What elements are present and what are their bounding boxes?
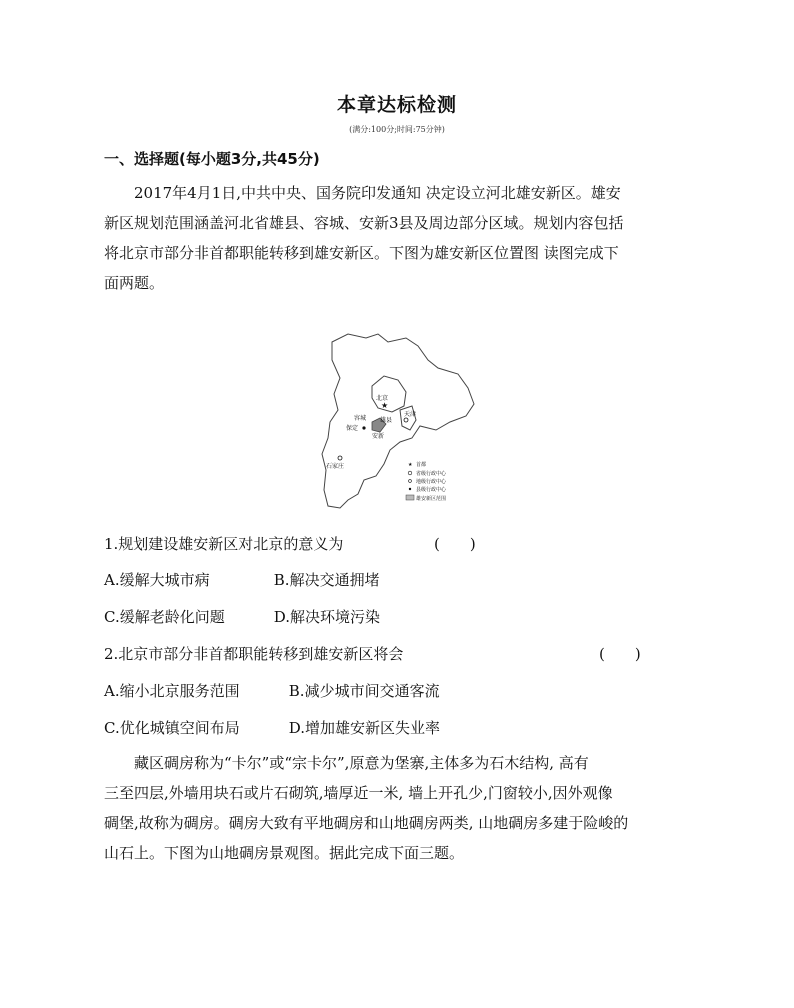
passage-line: 藏区碉房称为“卡尔”或“宗卡尔”,原意为堡寨,主体多为石木结构, 高有 <box>134 754 589 772</box>
beijing-star-icon: ★ <box>381 401 389 410</box>
map-label-tianjin: 天津 <box>404 411 417 418</box>
hebei-outline <box>322 334 474 508</box>
page-title: 本章达标检测 <box>336 94 457 116</box>
option-1d: D.解决环境污染 <box>273 608 381 626</box>
question-1-text: 1.规划建设雄安新区对北京的意义为 <box>104 535 344 553</box>
legend-province-icon <box>408 471 412 475</box>
passage-xiongan <box>104 178 686 298</box>
option-1b: B.解决交通拥堵 <box>273 571 380 589</box>
legend-capital-icon: ★ <box>408 462 413 468</box>
passage-line: 三至四层,外墙用块石或片石砌筑,墙厚近一米, 墙上开孔少,门窗较小,因外观像 <box>104 784 613 802</box>
map-label-beijing: 北京 <box>376 395 389 402</box>
map-svg <box>318 330 478 520</box>
legend-label-capital: 首都 <box>416 462 427 468</box>
question-2-answer-paren: ( ) <box>599 645 641 663</box>
map-label-xiongxian: 雄县 <box>380 417 393 424</box>
section-heading: 一、选择题(每小题3分,共45分) <box>104 150 320 168</box>
map-label-rongcheng: 容城 <box>354 415 367 422</box>
question-1-stem <box>104 532 644 556</box>
legend-label-county: 县级行政中心 <box>416 487 447 493</box>
legend-label-xiongan: 雄安新区范围 <box>416 496 447 502</box>
legend-label-province: 省级行政中心 <box>416 471 447 477</box>
page-subtitle: (满分:100分;时间:75分钟) <box>349 125 445 134</box>
question-1-options-row <box>104 605 644 629</box>
question-2-options-row <box>104 716 644 740</box>
option-2a: A.缩小北京服务范围 <box>104 682 240 700</box>
question-2-options-row <box>104 679 644 703</box>
question-1-answer-paren: ( ) <box>434 535 476 553</box>
passage-line: 碉堡,故称为碉房。碉房大致有平地碉房和山地碉房两类, 山地碉房多建于险峻的 <box>104 814 629 832</box>
baoding-marker-icon <box>362 426 365 429</box>
option-2b: B.减少城市间交通客流 <box>288 682 440 700</box>
passage-line: 2017年4月1日,中共中央、国务院印发通知 决定设立河北雄安新区。雄安 <box>134 184 621 202</box>
option-2d: D.增加雄安新区失业率 <box>288 719 441 737</box>
legend-prefecture-icon <box>409 480 412 483</box>
map-label-baoding: 保定 <box>346 425 359 432</box>
map-legend <box>406 461 447 502</box>
legend-label-prefecture: 地级行政中心 <box>416 479 447 485</box>
xiongan-location-map <box>318 330 478 520</box>
option-1c: C.缓解老龄化问题 <box>104 608 225 626</box>
map-label-anxin: 安新 <box>372 433 385 440</box>
question-1-options-row <box>104 568 644 592</box>
passage-line: 面两题。 <box>104 274 165 292</box>
passage-line: 新区规划范围涵盖河北省雄县、容城、安新3县及周边部分区域。规划内容包括 <box>104 214 624 232</box>
passage-line: 山石上。下图为山地碉房景观图。据此完成下面三题。 <box>104 844 465 862</box>
legend-xiongan-swatch-icon <box>406 495 414 500</box>
option-1a: A.缓解大城市病 <box>104 571 210 589</box>
passage-diaofang <box>104 748 686 868</box>
question-2-stem <box>104 642 644 666</box>
option-2c: C.优化城镇空间布局 <box>104 719 240 737</box>
passage-line: 将北京市部分非首都职能转移到雄安新区。下图为雄安新区位置图 读图完成下 <box>104 244 619 262</box>
question-2-text: 2.北京市部分非首都职能转移到雄安新区将会 <box>104 645 404 663</box>
map-label-shijiazhuang: 石家庄 <box>326 463 345 470</box>
legend-county-icon <box>409 488 411 490</box>
